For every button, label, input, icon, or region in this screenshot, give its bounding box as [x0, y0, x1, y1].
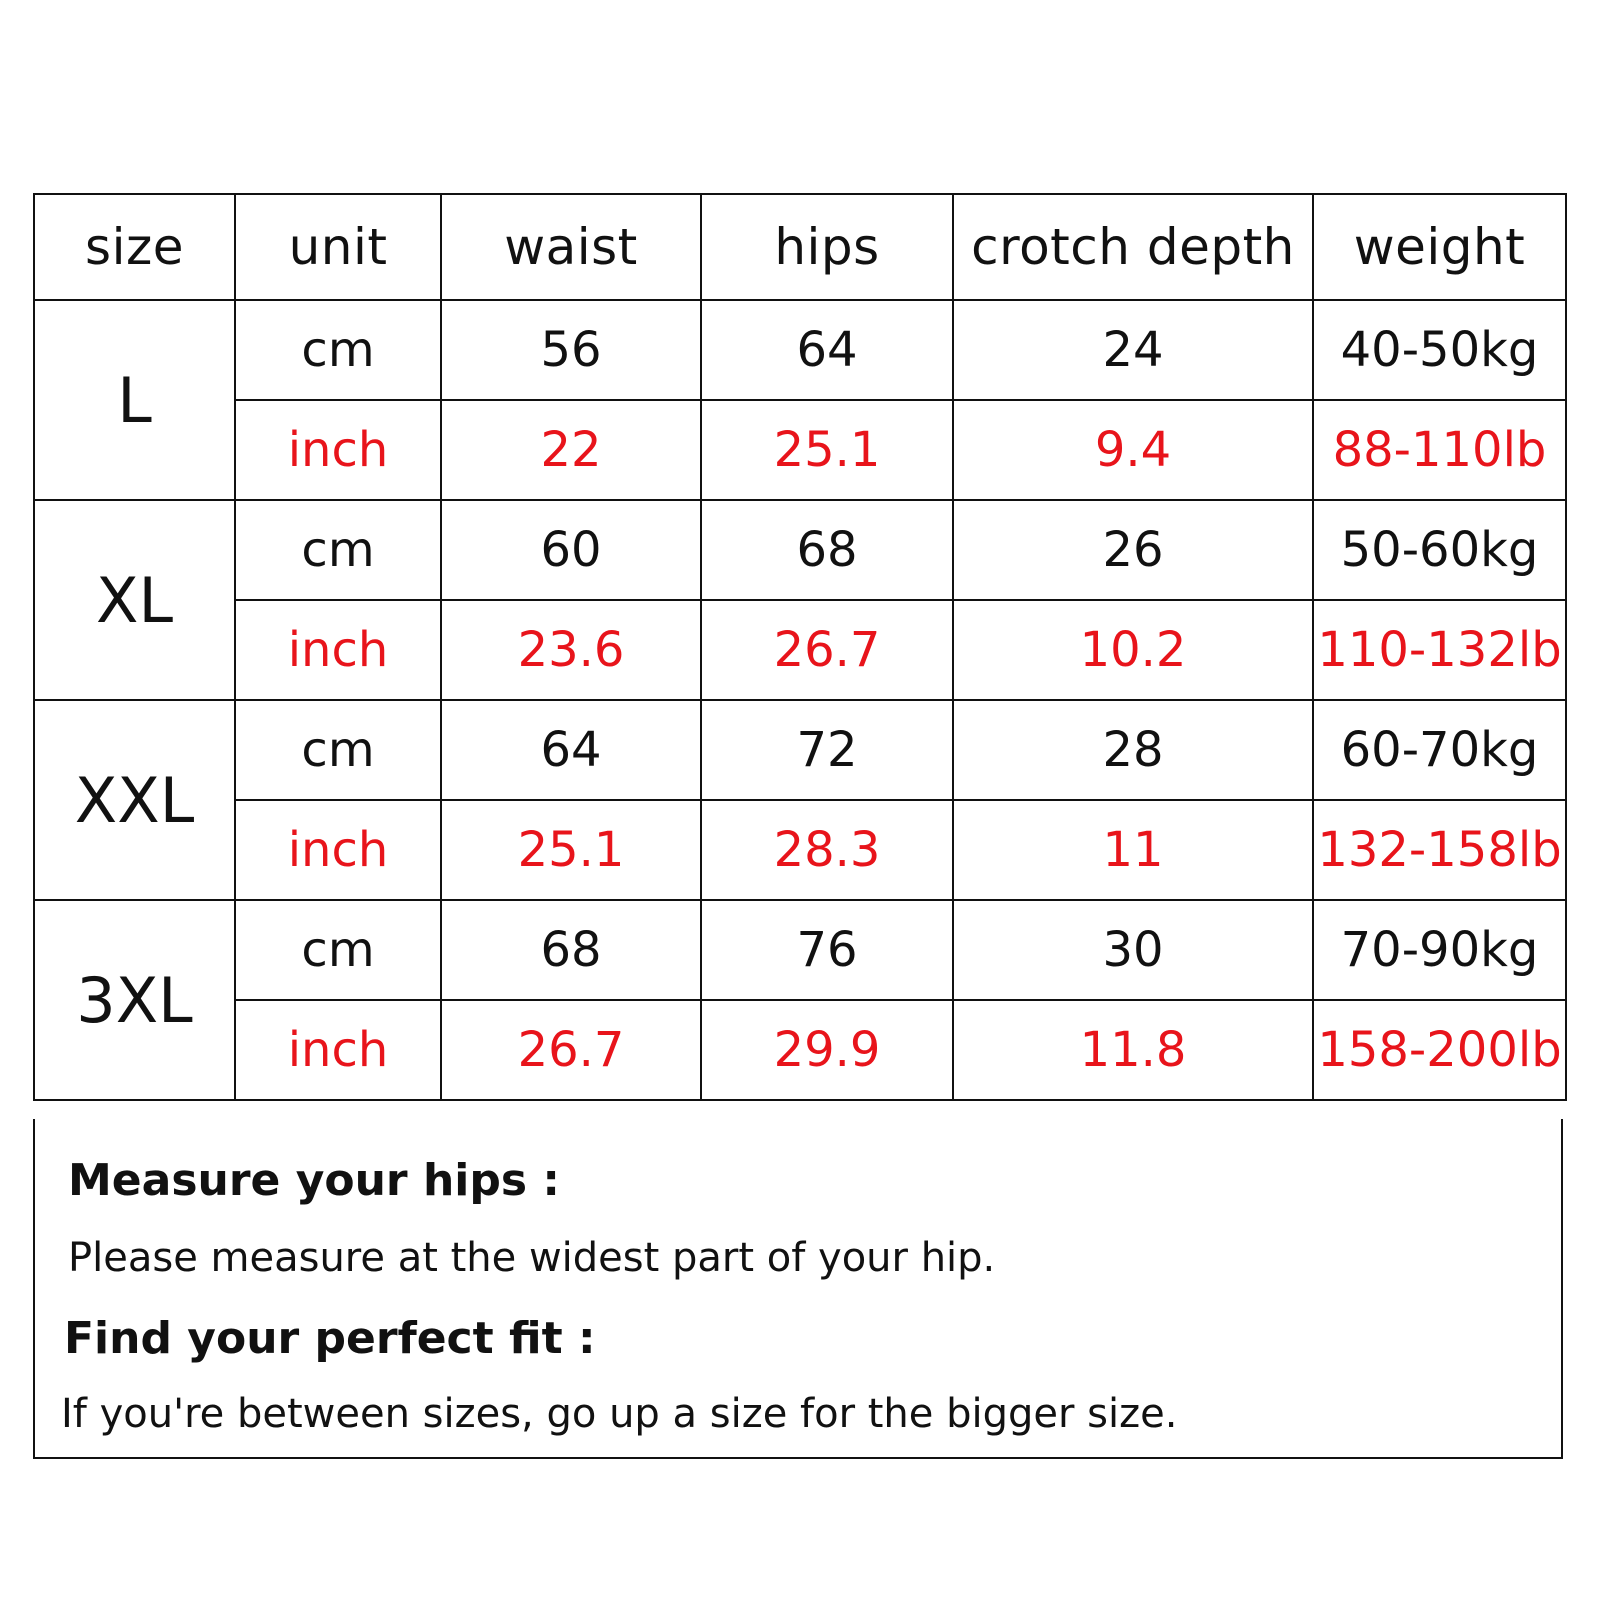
weight-cell: 158-200lb	[1313, 1000, 1566, 1100]
unit-cell: inch	[235, 400, 441, 500]
crotch-depth-cell: 9.4	[953, 400, 1313, 500]
table-row	[34, 700, 1566, 800]
waist-cell: 23.6	[441, 600, 701, 700]
header-row	[34, 194, 1566, 300]
hips-cell: 29.9	[701, 1000, 953, 1100]
table-row	[34, 1000, 1566, 1100]
weight-cell: 132-158lb	[1313, 800, 1566, 900]
crotch-depth-cell: 28	[953, 700, 1313, 800]
unit-cell: inch	[235, 600, 441, 700]
hips-cell: 72	[701, 700, 953, 800]
weight-cell: 60-70kg	[1313, 700, 1566, 800]
unit-cell: inch	[235, 800, 441, 900]
crotch-depth-cell: 24	[953, 300, 1313, 400]
fit-note-heading: Find your perfect fit :	[64, 1313, 596, 1364]
measurement-notes	[33, 1119, 1563, 1459]
waist-cell: 64	[441, 700, 701, 800]
waist-cell: 22	[441, 400, 701, 500]
fit-note-text: If you're between sizes, go up a size for the bigger size.	[61, 1391, 1178, 1437]
unit-cell: cm	[235, 300, 441, 400]
weight-cell: 70-90kg	[1313, 900, 1566, 1000]
table-row	[34, 900, 1566, 1000]
hips-cell: 26.7	[701, 600, 953, 700]
hips-note-text: Please measure at the widest part of your hip.	[68, 1235, 996, 1281]
hips-note-heading: Measure your hips :	[68, 1155, 560, 1206]
hips-cell: 28.3	[701, 800, 953, 900]
hips-cell: 76	[701, 900, 953, 1000]
waist-cell: 68	[441, 900, 701, 1000]
table-row	[34, 500, 1566, 600]
header-crotch-depth: crotch depth	[953, 194, 1313, 300]
table-row	[34, 300, 1566, 400]
waist-cell: 56	[441, 300, 701, 400]
size-chart-table	[33, 193, 1567, 1101]
waist-cell: 60	[441, 500, 701, 600]
weight-cell: 110-132lb	[1313, 600, 1566, 700]
unit-cell: cm	[235, 900, 441, 1000]
waist-cell: 25.1	[441, 800, 701, 900]
hips-cell: 68	[701, 500, 953, 600]
unit-cell: cm	[235, 500, 441, 600]
table-row	[34, 600, 1566, 700]
weight-cell: 88-110lb	[1313, 400, 1566, 500]
header-waist: waist	[441, 194, 701, 300]
table-row	[34, 400, 1566, 500]
crotch-depth-cell: 11	[953, 800, 1313, 900]
size-label: 3XL	[34, 900, 235, 1100]
weight-cell: 50-60kg	[1313, 500, 1566, 600]
hips-cell: 64	[701, 300, 953, 400]
header-unit: unit	[235, 194, 441, 300]
size-label: XL	[34, 500, 235, 700]
header-size: size	[34, 194, 235, 300]
weight-cell: 40-50kg	[1313, 300, 1566, 400]
unit-cell: inch	[235, 1000, 441, 1100]
crotch-depth-cell: 10.2	[953, 600, 1313, 700]
header-hips: hips	[701, 194, 953, 300]
crotch-depth-cell: 30	[953, 900, 1313, 1000]
table-row	[34, 800, 1566, 900]
header-weight: weight	[1313, 194, 1566, 300]
hips-cell: 25.1	[701, 400, 953, 500]
crotch-depth-cell: 11.8	[953, 1000, 1313, 1100]
waist-cell: 26.7	[441, 1000, 701, 1100]
unit-cell: cm	[235, 700, 441, 800]
size-label: XXL	[34, 700, 235, 900]
size-label: L	[34, 300, 235, 500]
crotch-depth-cell: 26	[953, 500, 1313, 600]
